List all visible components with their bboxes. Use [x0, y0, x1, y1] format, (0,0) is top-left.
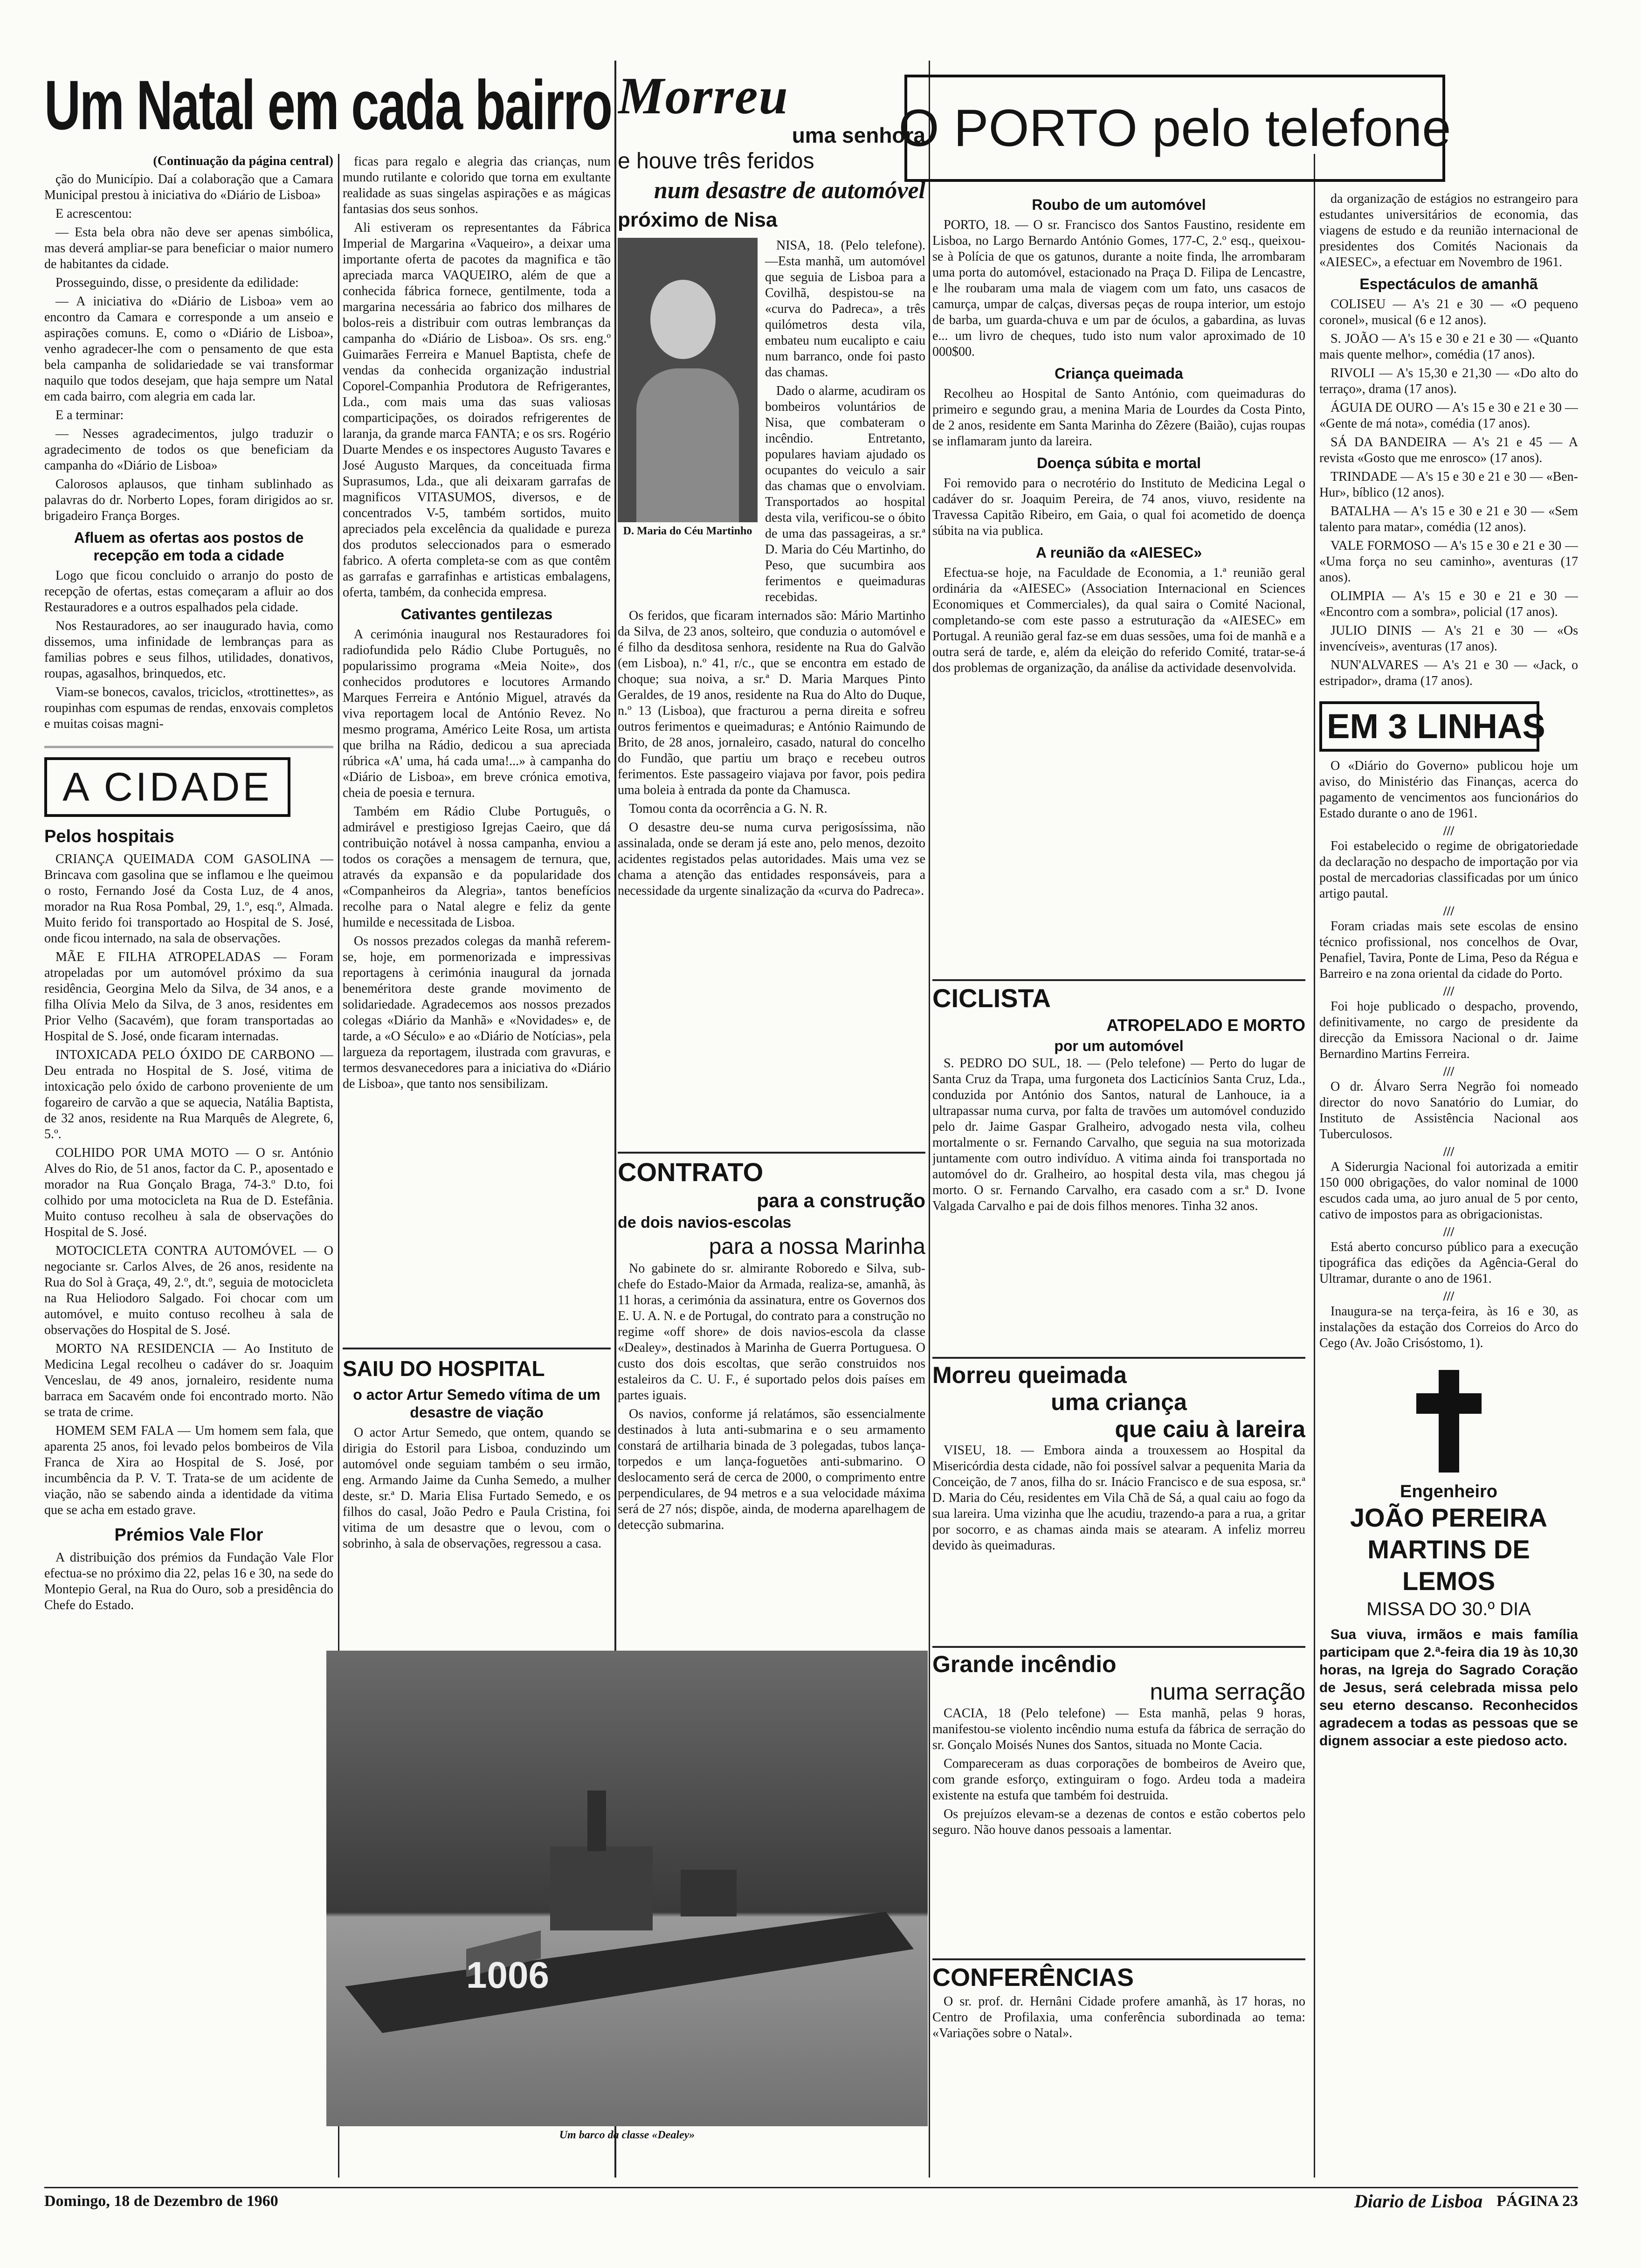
ship-hull-number: 1006	[466, 1954, 549, 1996]
aiesec-continuation: da organização de estágios no estrangeiro para estudantes universitários de economia, das viagens de estudo e da reunião internacional de presidentes dos Comités Nacionais da «AIESEC», a efectuar em Novembro de 1961.	[1319, 192, 1578, 270]
natal-paragraph: — Esta bela obra não deve ser apenas simbólica, mas deverá ampliar-se para beneficiar o maior numero de habitantes da cidade.	[44, 225, 333, 271]
conferencias-heading: CONFERÊNCIAS	[932, 1964, 1134, 1991]
hospital-item: MOTOCICLETA CONTRA AUTOMÓVEL — O negociante sr. Carlos Alves, de 26 anos, residente na Rua do Sol à Graça, 49, 2.º, dt.º, seguia de motocicleta na Rua Heliodoro Salgado. Foi chocar com um automóvel, e muito contuso recolheu à sala de observações do Hospital de S. José.	[44, 1244, 333, 1337]
footer-date: Domingo, 18 de Dezembro de 1960	[44, 2192, 278, 2210]
hospitais-heading: Pelos hospitais	[44, 827, 174, 846]
natal-paragraph: ção do Município. Daí a colaboração que a Camara Municipal prestou à iniciativa do «Diário de Lisboa»	[44, 172, 333, 202]
hospital-item: HOMEM SEM FALA — Um homem sem fala, que aparenta 25 anos, foi levado pelos bombeiros de Vila Franca de Xira ao Hospital de S. José, por incumbência da P. V. T. Trata-se de um acidente de viação, não se sabendo ainda a identidade da vitima que se acha em estado grave.	[44, 1424, 333, 1517]
em3-item: O dr. Álvaro Serra Negrão foi nomeado director do novo Sanatório do Lumiar, do Instituto de Assistência Nacional aos Tuberculosos.	[1319, 1079, 1578, 1141]
natal-paragraph: Ali estiveram os representantes da Fábrica Imperial de Margarina «Vaqueiro», a deixar uma importante oferta de pacotes da magnifica e tão apreciada marca VAQUEIRO, além de que a conhecida fábrica fornece, gentilmente, toda a margarina necessária ao fabrico dos milhares de bolos-reis a distribuir com outras lembranças da campanha do «Diário de Lisboa». Os srs. eng.º Guimarães Ferreira e Manuel Baptista, chefe de vendas da conhecida organização industrial Coporel-Companhia Produtora de Refrigerantes, Lda., com mais uma das suas valiosas comparticipações, os doirados refrigerentes de laranja, da grande marca FANTA; e os srs. Rogério Duarte Mendes e os inspectores Augusto Tavares e José Augusto Marques, da conceituada firma Suprasumos, Lda., que ali deixaram garrafas de magnificos VITASUMOS, diversos, e de concentrados V-5, também sortidos, muito apreciados pela excelência da qualidade e pureza dos produtos seleccionados para o esmerado fabrico. A oferta completa-se com as que contêm as garrafas e garrafinhas e artisticas embalagens, oferta, também, da conhecida empresa.	[343, 221, 611, 600]
column-1	[44, 154, 333, 2178]
cativantes-body	[343, 627, 611, 1092]
portrait-caption: D. Maria do Céu Martinho	[623, 525, 752, 537]
doenca-heading: Doença súbita e mortal	[1036, 455, 1201, 471]
contrato-heading: CONTRATO	[618, 1157, 764, 1187]
lareira-heading-1: Morreu queimada	[932, 1362, 1127, 1388]
cidade-box	[44, 757, 290, 817]
cidade-label: A CIDADE	[62, 765, 272, 809]
saiu-article	[343, 1348, 611, 1646]
continuation-note: (Continuação da página central)	[153, 154, 333, 168]
lareira-text: VISEU, 18. — Embora ainda a trouxessem ao Hospital da Misericórdia desta cidade, não foi possível salvar a pequenita Maria da Conceição, de 7 anos, filha do sr. Inácio Francisco e de sua esposa, sr.ª D. Maria do Céu, residentes em Vila Chã de Sá, a qual caiu ao fogo da sua lareira. Uma vizinha que lhe acudiu, trazendo-a para a rua, a gritar por socorro, e as chamas ainda mais se atearam. A infeliz morreu devido às queimaduras.	[932, 1443, 1305, 1553]
morreu-heading: Morreu	[618, 70, 789, 125]
natal-paragraph: ficas para regalo e alegria das crianças, num mundo rutilante e colorido que torna em exultante realidade as suas singelas aspirações e as mágicas fantasias dos seus sonhos.	[343, 154, 611, 216]
lareira-heading-2: uma criança	[1051, 1389, 1187, 1415]
morreu-line3: e houve três feridos	[618, 149, 814, 173]
hospital-item: CRIANÇA QUEIMADA COM GASOLINA — Brincava com gasolina que se inflamou e lhe queimou o rosto, Fernando José da Costa Luz, de 4 anos, morador na Rua Rosa Pombal, 29, 1.º, esq.º, Almada. Muito ferido foi transportado ao Hospital de S. José, onde ficou internado, na sala de observações.	[44, 852, 333, 946]
morreu-text-4: Tomou conta da ocorrência a G. N. R.	[629, 802, 827, 816]
hospital-item: MORTO NA RESIDENCIA — Ao Instituto de Medicina Legal recolheu o cadáver do sr. Joaquim Venceslau, de 49 anos, jornaleiro, residente numa barraca em Sacavém onde foi encontrado morto. Não se trata de crime.	[44, 1341, 333, 1419]
natal-body-col2	[343, 154, 611, 601]
natal-paragraph: — A iniciativa do «Diário de Lisboa» vem ao encontro da Camara e corresponde a um anseio e aspirações comuns. E, como o «Diário de Lisboa», venho agradecer-lhe com o pensamento de que esta bela campanha de solidariedade se vai transformar naquilo que todos desejam, que haja sempre um Natal em cada bairro, com alegria em cada lar.	[44, 294, 333, 404]
hospital-item: MÃE E FILHA ATROPELADAS — Foram atropeladas por um automóvel próximo da sua residência, Georgina Melo da Silva, de 34 anos, e a filha Olívia Melo da Silva, de 3 anos, residentes em Prior Velho (Sacavém), que foram transportadas ao Hospital de S. José, onde ficaram internadas.	[44, 950, 333, 1044]
contrato-article	[618, 1152, 925, 1646]
ciclista-line2: ATROPELADO E MORTO	[1106, 1016, 1305, 1035]
item-separator: ///	[1443, 1289, 1455, 1304]
cativantes-paragraph: Também em Rádio Clube Português, o admirável e prestigioso Igrejas Caeiro, que dá contribuição notável à nossa campanha, enviou a todos os corações a mensagem de ternura, que, através da expansão e da popularidade dos «Companheiros da Alegria», tantos benefícios recolhe para o Natal alegre e feliz da gente humilde e necessitada de Lisboa.	[343, 804, 611, 930]
crianca-text: Recolheu ao Hospital de Santo António, com queimaduras do primeiro e segundo grau, a menina Maria de Lourdes da Costa Pinto, de 2 anos, residente em Santa Marinha do Zêzere (Baião), cujas roupas se inflamaram junto da lareira.	[932, 387, 1305, 449]
em3-box	[1319, 701, 1545, 752]
em3-item: O «Diário do Governo» publicou hoje um aviso, do Ministério das Finanças, acerca do pagamento de vencimentos aos funcionários do Estado durante o ano de 1961.	[1319, 759, 1578, 821]
saiu-text: O actor Artur Semedo, que ontem, quando se dirigia do Estoril para Lisboa, conduzindo um automóvel onde seguiam também o seu irmão, eng. Armando Jaime da Cunha Semedo, a mulher deste, sr.ª D. Maria Elisa Furtado Semedo, e os filhos do casal, João Pedro e Paula Cristina, foi vitima de um desastre que o levou, com o sobrinho, à sala de observações, regressou a casa.	[343, 1425, 611, 1551]
natal-paragraph: — Nesses agradecimentos, julgo traduzir o agradecimento de todos os que beneficiam da campanha do «Diário de Lisboa»	[44, 427, 333, 473]
portrait-photo	[618, 238, 758, 522]
afluem-paragraph: Viam-se bonecos, cavalos, triciclos, «trottinettes», as roupinhas com espumas de rendas, enxovais completos e muitas coisas magni-	[44, 685, 333, 731]
espectaculo-item: S. JOÃO — A's 15 e 30 e 21 e 30 — «Quanto mais quente melhor», comédia (17 anos).	[1319, 332, 1578, 362]
page-footer	[44, 2187, 1578, 2211]
natal-body-col1	[44, 172, 333, 524]
espectaculo-item: NUN'ALVARES — A's 21 e 30 — «Jack, o estripador», drama (17 anos).	[1319, 658, 1578, 688]
ship-photo	[326, 1651, 928, 2126]
lareira-heading-3: que caiu à lareira	[1115, 1416, 1305, 1442]
espectaculo-item: COLISEU — A's 21 e 30 — «O pequeno coronel», musical (6 e 12 anos).	[1319, 297, 1578, 327]
obit-text: Sua viuva, irmãos e mais família participam que 2.ª-feira dia 19 às 10,30 horas, na Igreja do Sagrado Coração de Jesus, será celebrada missa pelo seu eterno descanso. Reconhecidos agradecem a todas as pessoas que se dignem associar a este piedoso acto.	[1319, 1627, 1578, 1749]
natal-headline	[44, 61, 615, 159]
contrato-paragraph: Os navios, conforme já relatámos, são essencialmente destinados à luta anti-submarina e o seu armamento constará de artilharia binada de 3 polegadas, tubos lança-torpedos e um lança-foguetões anti-submarino. O deslocamento será de cerca de 2000, o comprimento entre perpendiculares, de 94 metros e a sua velocidade máxima será de 27 nós; dispõe, ainda, de moderna aparelhagem de detecção submarina.	[618, 1407, 925, 1532]
porto-column	[932, 191, 1305, 984]
porto-heading: O PORTO pelo telefone	[898, 99, 1451, 157]
saiu-subheading: o actor Artur Semedo vítima de um desastre de viação	[353, 1386, 600, 1421]
aiesec-heading: A reunião da «AIESEC»	[1035, 544, 1202, 561]
hospital-item: INTOXICADA PELO ÓXIDO DE CARBONO — Deu entrada no Hospital de S. José, vitima de intoxicação pelo óxido de carbono proveniente de um fogareiro de carvão a que se aquecia, Natália Baptista, de 32 anos, residente na Rua Marquês de Alegrete, 6, 5.º.	[44, 1048, 333, 1141]
natal-paragraph: E a terminar:	[55, 408, 124, 422]
contrato-line4: para a nossa Marinha	[709, 1234, 925, 1259]
hospitais-body	[44, 851, 333, 1518]
column-5	[1319, 191, 1578, 2178]
cativantes-paragraph: Os nossos prezados colegas da manhã referem-se, hoje, em pormenorizada e impressivas reportagens à cerimónia inaugural da jornada beneméritora deste grande movimento de solidariedade. Agradecemos aos nossos prezados colegas «Diário da Manhã» e «Novidades» e, de tarde, a «O Século» e ao «Diário de Notícias», pela largueza da reportagem, ilustrada com gravuras, e termos desvanecedores para a iniciativa do «Diário de Lisboa», que tanto nos sensibilizam.	[343, 934, 611, 1091]
afluem-body	[44, 568, 333, 732]
obit-name-2: MARTINS DE LEMOS	[1367, 1535, 1530, 1596]
espectaculo-item: SÁ DA BANDEIRA — A's 21 e 45 — A revista «Gosto que me enrosco» (17 anos).	[1319, 435, 1578, 465]
column-2	[343, 154, 611, 1348]
morreu-line5: próximo de Nisa	[618, 208, 778, 231]
lareira-article	[932, 1357, 1305, 1655]
contrato-line3: de dois navios-escolas	[618, 1214, 792, 1231]
cativantes-paragraph: A cerimónia inaugural nos Restauradores foi radiofundida pelo Rádio Clube Português, no popularissimo programa «Meia Noite», dos conhecidos produtores e locutores Armando Marques Ferreira e António Miguel, através da viva reportagem local de António Revez. No mesmo programa, Américo Leite Rosa, um artista que brilha na Rádio, dedicou a sua apreciada rúbrica «A' uma, há cada uma!...» à campanha do «Diário de Lisboa», em breve crónica emotiva, cheia de poesia e ternura.	[343, 627, 611, 800]
incendio-body	[932, 1706, 1305, 1838]
espectaculo-item: VALE FORMOSO — A's 15 e 30 e 21 e 30 — «Uma força no seu caminho», aventuras (17 anos).	[1319, 539, 1578, 585]
porto-header-box	[898, 75, 1451, 182]
cross-icon	[1416, 1370, 1482, 1473]
natal-paragraph: Prosseguindo, disse, o presidente da edilidade:	[55, 276, 299, 290]
saiu-heading: SAIU DO HOSPITAL	[343, 1356, 545, 1381]
hospital-item: COLHIDO POR UMA MOTO — O sr. António Alves do Rio, de 51 anos, factor da C. P., aposentado e morador na Rua Gonçalo Braga, 74-3.º D.to, foi colhido por uma motocicleta na Rua de D. Estefânia. Muito contuso recolheu à sala de observações do Hospital de S. José.	[44, 1146, 333, 1239]
ciclista-line3: por um automóvel	[1054, 1037, 1184, 1054]
natal-paragraph: Calorosos aplausos, que tinham sublinhado as palavras do dr. Norberto Lopes, foram dirigidos ao sr. brigadeiro França Borges.	[44, 477, 333, 523]
morreu-line2: uma senhora	[792, 123, 925, 147]
item-separator: ///	[1443, 904, 1455, 919]
morreu-line4: num desastre de automóvel	[654, 177, 925, 204]
ship-figure	[326, 1651, 928, 2154]
morreu-text-lead: NISA, 18. (Pelo telefone).—Esta manhã, um automóvel que seguia de Lisboa para a Covilhã, despistou-se na «curva do Padreca», a três quilómetros desta vila, embateu num eucalipto e caiu num barranco, onde foi pasto das chamas.	[765, 238, 925, 380]
espectaculo-item: RIVOLI — A's 15,30 e 21,30 — «Do alto do terraço», drama (17 anos).	[1319, 366, 1578, 396]
incendio-paragraph: CACIA, 18 (Pelo telefone) — Esta manhã, pelas 9 horas, manifestou-se violento incêndio numa estufa da fábrica de serração do sr. Gonçalo Moisés Nunes dos Santos, situada no Monte Cacia.	[932, 1706, 1305, 1752]
ship-caption: Um barco da classe «Dealey»	[559, 2129, 695, 2141]
obit-label: Engenheiro	[1400, 1482, 1498, 1501]
ciclista-text: S. PEDRO DO SUL, 18. — (Pelo telefone) — Perto do lugar de Santa Cruz da Trapa, uma furgoneta dos Lacticínios Santa Cruz, Lda., conduzida por António dos Santos, natural de Lanhouce, ia a ultrapassar numa curva, por falta de travões um automóvel conduzido pelo dr. Jaime Gaspar Gralheiro, advogado nesta vila, colheu mortalmente o sr. Fernando Carvalho, que seguia na sua motorizada juntamente com outro indivíduo. A vitima ainda foi transportada no automóvel do dr. Gralheiro, ao hospital desta vila, mas chegou já morto. O sr. Fernando Carvalho, era casado com a sr.ª D. Ivone Valgada Carvalho e pai de dois filhos menores. Tinha 32 anos.	[932, 1056, 1305, 1213]
espectaculo-item: BATALHA — A's 15 e 30 e 21 e 30 — «Sem talento para matar», comédia (12 anos).	[1319, 504, 1578, 534]
column-rule	[929, 61, 930, 2178]
item-separator: ///	[1443, 984, 1455, 999]
item-separator: ///	[1443, 824, 1455, 838]
contrato-body	[618, 1261, 925, 1533]
espectaculo-item: JULIO DINIS — A's 21 e 30 — «Os invencíveis», aventuras (17 anos).	[1319, 623, 1578, 654]
incendio-heading: Grande incêndio	[932, 1651, 1117, 1677]
contrato-line2: para a construção	[757, 1189, 925, 1211]
espectaculos-list	[1319, 297, 1578, 689]
conferencias-article	[932, 1958, 1305, 2178]
column-rule	[1314, 154, 1315, 2178]
espectaculos-heading: Espectáculos de amanhã	[1359, 276, 1538, 292]
conferencias-text: O sr. prof. dr. Hernâni Cidade profere amanhã, às 17 horas, no Centro de Profilaxia, uma conferência subordinada ao tema: «Variações sobre o Natal».	[932, 1994, 1305, 2040]
doenca-text: Foi removido para o necrotério do Instituto de Medicina Legal o cadáver do sr. Joaquim Pereira, de 74 anos, viuvo, residente na Travessa Capitão Ribeiro, em Gaia, o qual foi acometido de doença súbita na via publica.	[932, 476, 1305, 538]
premios-text: A distribuição dos prémios da Fundação Vale Flor efectua-se no próximo dia 22, pelas 16 e 30, na sede do Montepio Geral, na Rua do Ouro, sob a presidência do Chefe do Estado.	[44, 1550, 333, 1612]
afluem-paragraph: Nos Restauradores, ao ser inaugurado havia, como dissemos, uma infinidade de lembranças para as familias pobres e seus filhos, utilidades, donativos, roupas, agasalhos, brinquedos, etc.	[44, 619, 333, 681]
contrato-paragraph: No gabinete do sr. almirante Roboredo e Silva, sub-chefe do Estado-Maior da Armada, realiza-se, amanhã, às 11 horas, a cerimónia da assinatura, entre os Governos dos E. U. A. N. e de Portugal, do contrato para a construção no regime «off shore» de dois navios-escola da classe «Dealey», destinados à Marinha de Guerra Portuguesa. O custo dos dois escoltas, que serão construidos nos estaleiros da C. U. F., é suportado pelos dois países em partes iguais.	[618, 1261, 925, 1403]
espectaculo-item: ÁGUIA DE OURO — A's 15 e 30 e 21 e 30 — «Gente de má nota», comédia (17 anos).	[1319, 401, 1578, 431]
obit-name-1: JOÃO PEREIRA	[1350, 1503, 1548, 1532]
roubo-text: PORTO, 18. — O sr. Francisco dos Santos Faustino, residente em Lisboa, no Largo Bernardo António Gomes, 177-C, 2.º esq., queixou-se à Polícia de que os gatunos, durante a noite finda, lhe arrombaram uma porta do automóvel, estacionado na Praça D. Filipa de Lencastre, e lhe roubaram uma mala de viagem com um fato, uns casacos de camurça, umpar de calças, diversas peças de roupa interior, um estojo de barba, um guarda-chuva e um par de óculos, a gabardina, as luvas e... um livro de cheques, tudo isto num valor aproximado de 10 000$00.	[932, 218, 1305, 359]
morreu-text-2: Dado o alarme, acudiram os bombeiros voluntários de Nisa, que combateram o incêndio. Entretanto, populares haviam ajudado os ocupantes do veiculo a sair das chamas que o envolviam. Transportados ao hospital desta vila, verificou-se o óbito de uma das passageiras, a sr.ª D. Maria do Céu Martinho, do Peso, que sucumbira aos ferimentos e queimaduras recebidas.	[765, 384, 925, 604]
em3-item: Está aberto concurso público para a execução tipográfica das edições da Agência-Geral do Ultramar, durante o ano de 1961.	[1319, 1240, 1578, 1286]
espectaculo-item: TRINDADE — A's 15 e 30 e 21 e 30 — «Ben-Hur», bíblico (12 anos).	[1319, 470, 1578, 500]
crianca-heading: Criança queimada	[1055, 365, 1183, 382]
item-separator: ///	[1443, 1225, 1455, 1239]
incendio-line2: numa serração	[1150, 1679, 1305, 1705]
natal-headline-text: Um Natal em cada bairro	[44, 66, 612, 144]
morreu-text-5: O desastre deu-se numa curva perigosíssima, não assinalada, onde se deram já este ano, pelo menos, dezoito acidentes registados pelas autoridades. Mais uma vez se chama a atenção das entidades responsáveis, para a necessidade da urgente sinalização da «curva do Padreca».	[618, 820, 925, 898]
afluem-heading: Afluem as ofertas aos postos de recepção em toda a cidade	[74, 529, 304, 564]
item-separator: ///	[1443, 1145, 1455, 1159]
natal-paragraph: E acrescentou:	[55, 207, 132, 221]
em3-item: Foi hoje publicado o despacho, provendo, definitivamente, no cargo de presidente da direcção da Emissora Nacional o dr. Jaime Bernardino Martins Ferreira.	[1319, 999, 1578, 1061]
morreu-article	[618, 70, 925, 1152]
em3-heading: EM 3 LINHAS	[1327, 707, 1545, 746]
incendio-paragraph: Os prejuízos elevam-se a dezenas de contos e estão cobertos pelo seguro. Não houve danos pessoais a lamentar.	[932, 1807, 1305, 1837]
premios-heading: Prémios Vale Flor	[114, 1525, 263, 1545]
footer-page: PÁGINA 23	[1496, 2192, 1578, 2210]
incendio-paragraph: Compareceram as duas corporações de bombeiros de Aveiro que, com grande esforço, extinguiram o fogo. Ardeu toda a madeira existente na estufa que também foi destruida.	[932, 1756, 1305, 1803]
espectaculo-item: OLIMPIA — A's 15 e 30 e 21 e 30 — «Encontro com a sombra», policial (17 anos).	[1319, 589, 1578, 619]
incendio-article	[932, 1646, 1305, 1963]
footer-masthead: Diario de Lisboa	[1354, 2191, 1483, 2212]
em3-item: Foi estabelecido o regime de obrigatoriedade da declaração no despacho de importação por via postal de mercadorias classificadas por um único artigo pautal.	[1319, 839, 1578, 901]
em3-item: Foram criadas mais sete escolas de ensino técnico profissional, nos concelhos de Ovar, Penafiel, Tavira, Ponte de Lima, Peso da Régua e Barreiro e na zona oriental da cidade do Porto.	[1319, 919, 1578, 981]
ciclista-heading: CICLISTA	[932, 983, 1051, 1013]
roubo-heading: Roubo de um automóvel	[1032, 196, 1206, 213]
aiesec-text: Efectua-se hoje, na Faculdade de Economia, a 1.ª reunião geral ordinária da «AIESEC» (Association Internacional en Sciences Economiques et Commerciales), da qual saira o Comité Nacional, completando-se com este passo a estruturação da «AIESEC» em Portugal. A reunião geral faz-se em duas sessões, uma foi de manhã e a outra será de tarde, e, além da eleição do referido Comité, tratar-se-á dos problemas de organização, da análise da actividade desenvolvida.	[932, 566, 1305, 675]
morreu-text-3: Os feridos, que ficaram internados são: Mário Martinho da Silva, de 23 anos, solteiro, que conduzia o automóvel e é filho da desditosa senhora, residente na Rua do Galvão (em Lisboa), n.º 41, r/c., que se encontra em estado de choque; sua noiva, a sr.ª D. Maria Marques Pinto Geraldes, de 19 anos, residente na Rua do Alto do Duque, n.º 13 (Lisboa), que fracturou a perna direita e sofreu outros ferimentos e queimaduras; e António Raimundo de Brito, de 28 anos, jornaleiro, casado, natural do concelho do Fundão, que partiu um braço e recebeu outros ferimentos. Este passageiro viajava por favor, pois pedira uma boleia à entrada da ponte da Chamusca.	[618, 608, 925, 797]
em3-item: Inaugura-se na terça-feira, às 16 e 30, as instalações da estação dos Correios do Arco do Cego (Av. João Crisóstomo, 1).	[1319, 1304, 1578, 1350]
em3-list	[1319, 758, 1578, 1351]
ciclista-article	[932, 979, 1305, 1362]
item-separator: ///	[1443, 1065, 1455, 1079]
cativantes-heading: Cativantes gentilezas	[400, 606, 553, 622]
obit-missa: MISSA DO 30.º DIA	[1366, 1599, 1531, 1619]
em3-item: A Siderurgia Nacional foi autorizada a emitir 150 000 obrigações, do valor nominal de 1000 escudos cada uma, ao juro anual de 5 por cento, cativo de impostos para as obrigacionistas.	[1319, 1160, 1578, 1222]
section-divider	[44, 735, 333, 748]
afluem-paragraph: Logo que ficou concluido o arranjo do posto de recepção de ofertas, estas começaram a afluir ao dos Restauradores e a outros espalhados pela cidade.	[44, 568, 333, 615]
